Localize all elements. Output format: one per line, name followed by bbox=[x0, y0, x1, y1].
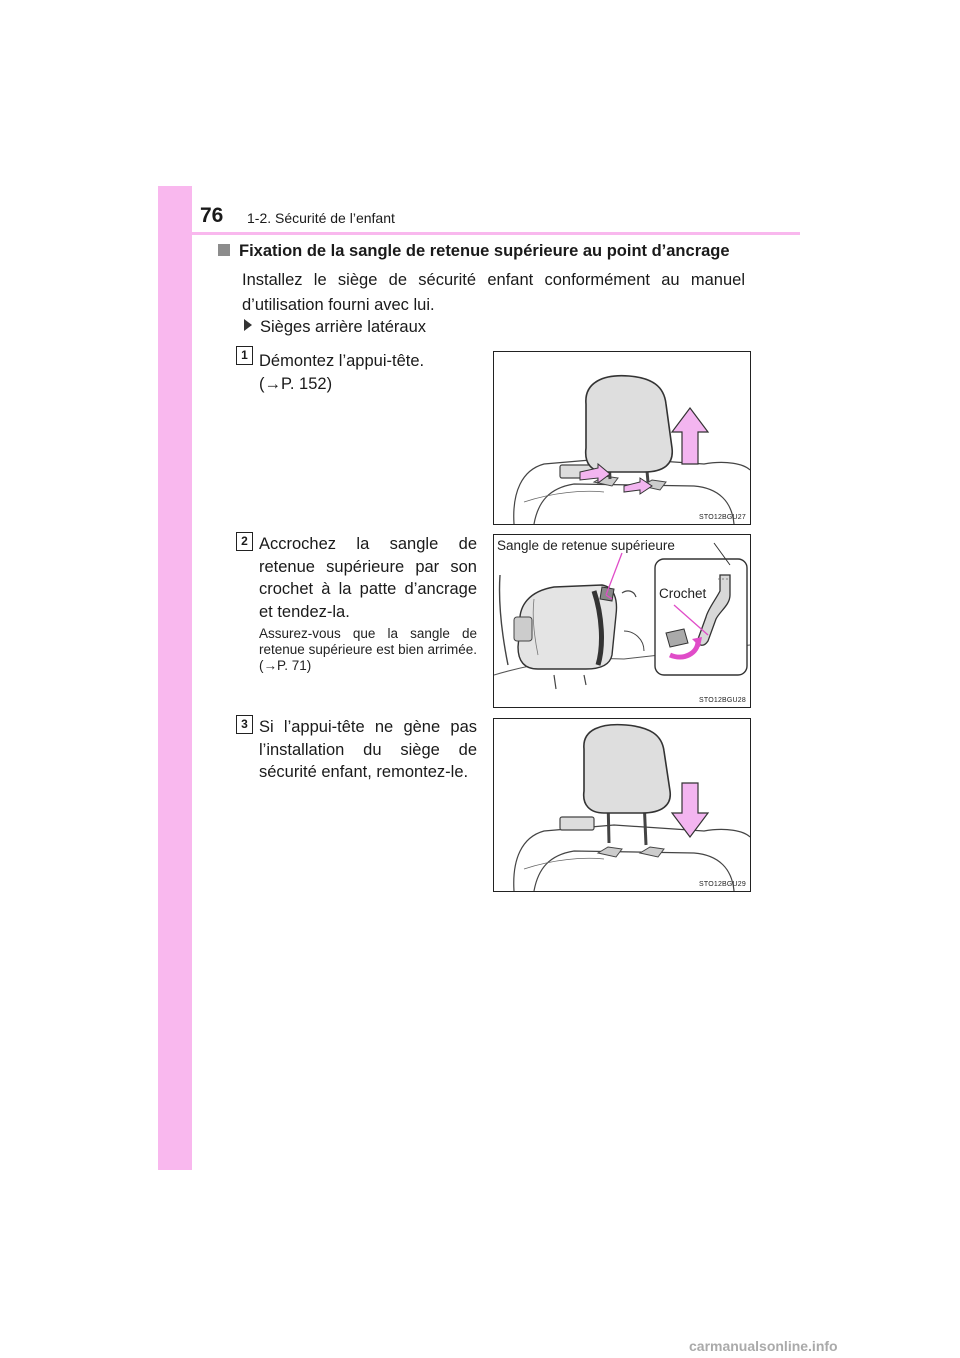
step-2-note: Assurez-vous que la sangle de retenue supérieure est bien arrimée. (→P. 71) bbox=[259, 626, 477, 673]
step-2-text: Accrochez la sangle de retenue supérieure par son crochet à la patte d’ancrage et tendez-la. bbox=[259, 535, 477, 621]
figure-remove-headrest bbox=[493, 351, 751, 525]
figure-replace-headrest bbox=[493, 718, 751, 892]
headrest-removal-illustration bbox=[494, 352, 750, 524]
label-top-tether-strap: Sangle de retenue supérieure bbox=[497, 538, 675, 553]
headrest-replace-illustration bbox=[494, 719, 750, 891]
bullet-item bbox=[244, 318, 426, 337]
bullet-text: Sièges arrière latéraux bbox=[260, 318, 426, 336]
sub-heading bbox=[218, 242, 730, 261]
strap-attachment-illustration bbox=[494, 535, 750, 707]
step-2-badge: 2 bbox=[236, 532, 253, 551]
figure-code: STO12BGU29 bbox=[698, 881, 746, 888]
section-title: 1-2. Sécurité de l’enfant bbox=[247, 210, 395, 226]
triangle-bullet-icon bbox=[244, 319, 252, 331]
intro-paragraph: Installez le siège de sécurité enfant conformément au manuel d’utilisation fourni avec lui. bbox=[242, 271, 745, 314]
chapter-side-tab bbox=[158, 186, 192, 1170]
figure-code: STO12BGU27 bbox=[698, 514, 746, 521]
step-3-badge: 3 bbox=[236, 715, 253, 734]
step-1-page-ref: (→P. 152) bbox=[259, 374, 333, 393]
page-number: 76 bbox=[200, 204, 224, 227]
square-bullet-icon bbox=[218, 244, 230, 256]
figure-attach-strap bbox=[493, 534, 751, 708]
header-rule bbox=[192, 232, 800, 235]
step-1-instruction: Démontez l’appui-tête. bbox=[259, 352, 425, 370]
step-1-badge: 1 bbox=[236, 346, 253, 365]
label-hook: Crochet bbox=[659, 586, 707, 601]
step-1-text bbox=[259, 350, 477, 395]
step-3-text: Si l’appui-tête ne gène pas l’installation du siège de sécurité enfant, remontez-le. bbox=[259, 718, 477, 781]
sub-heading-text: Fixation de la sangle de retenue supérieure au point d’ancrage bbox=[239, 242, 730, 260]
watermark: carmanualsonline.info bbox=[689, 1338, 838, 1354]
figure-code: STO12BGU28 bbox=[698, 697, 746, 704]
